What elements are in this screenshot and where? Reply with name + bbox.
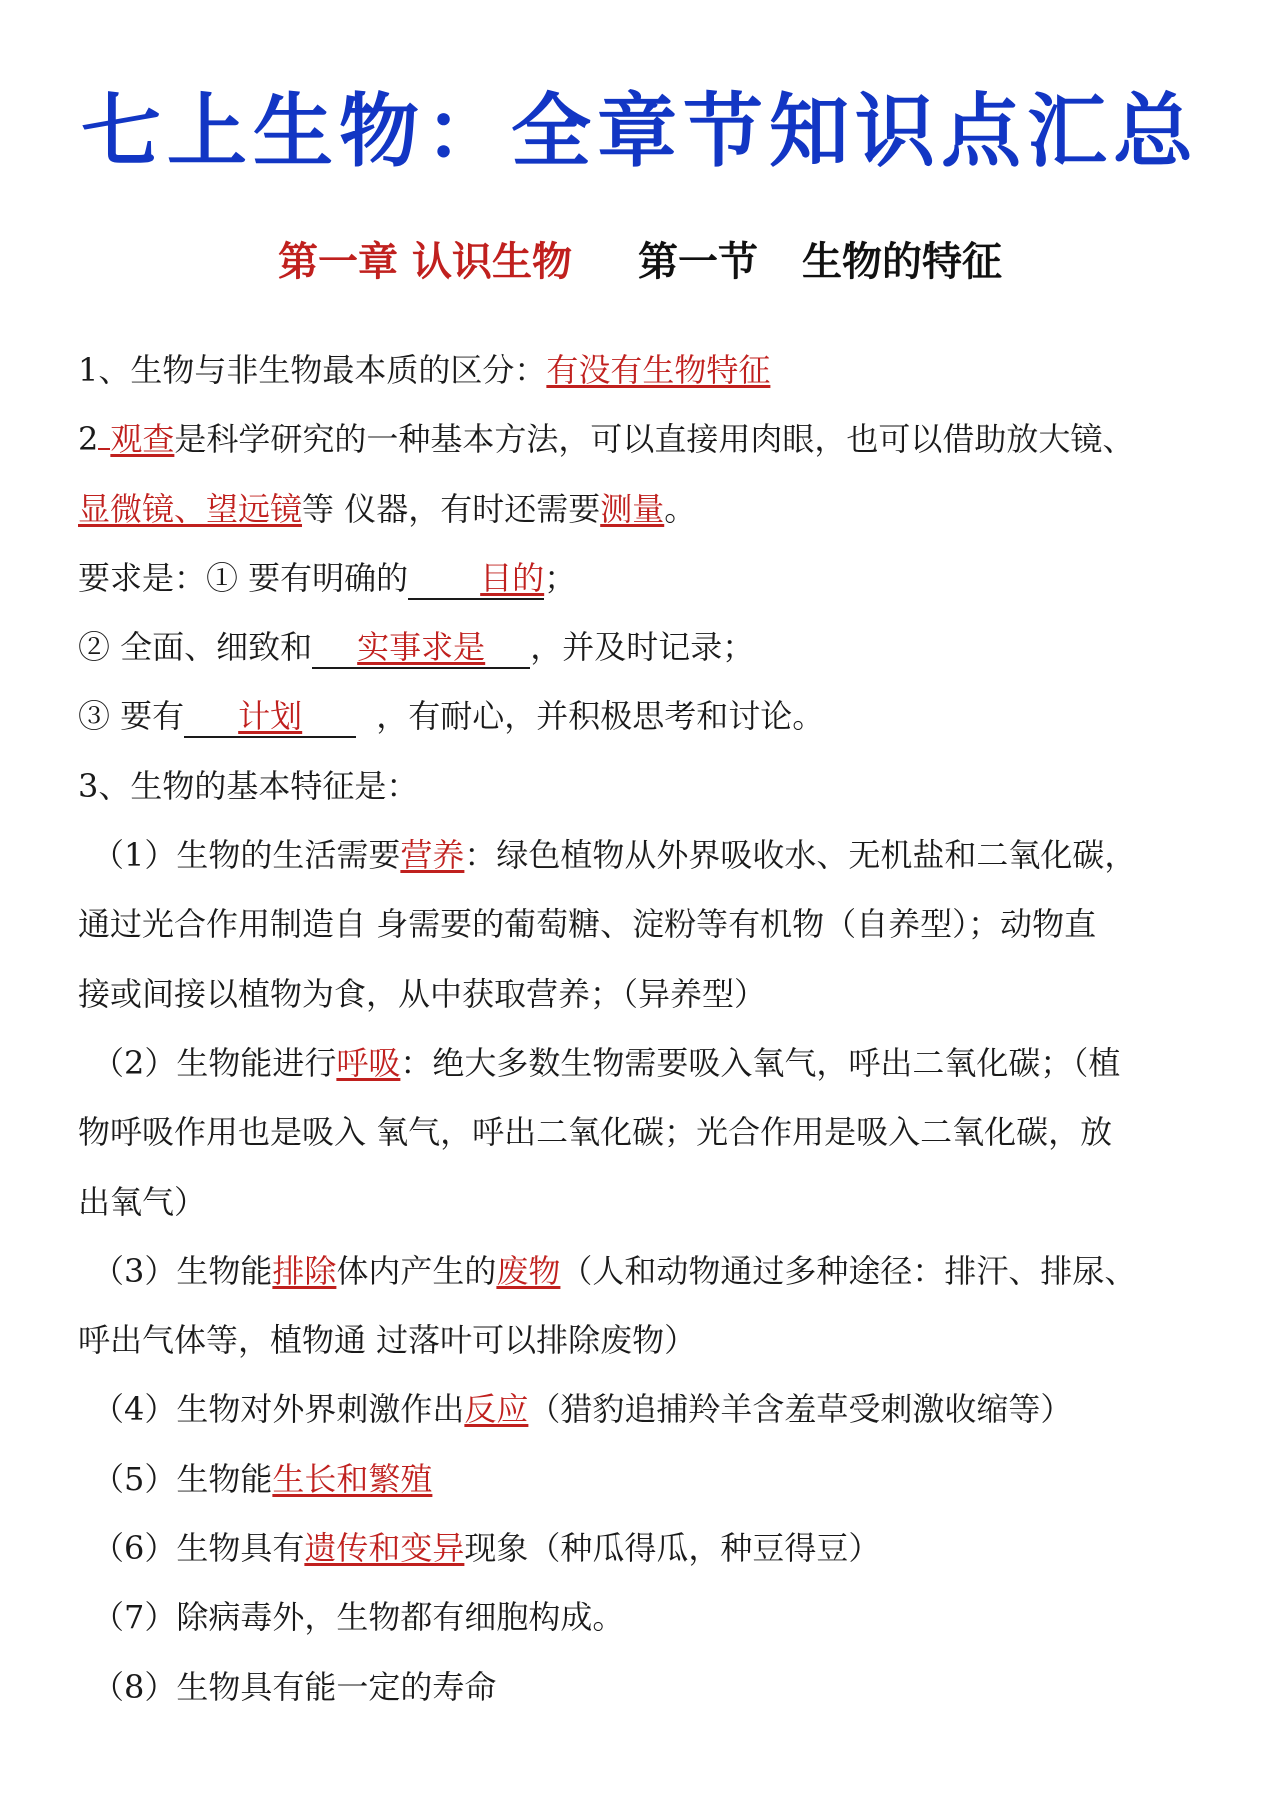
chapter-title: 第一章 认识生物 [278, 238, 572, 285]
point-text: ，有耐心，并积极思考和讨论。 [376, 697, 825, 736]
feature-7 [78, 1583, 1218, 1652]
feature-2 [78, 1029, 1218, 1098]
answer-highlight: 计划 [238, 697, 303, 736]
point-text: ； [544, 558, 577, 597]
point-text: （6）生物具有 [92, 1529, 305, 1568]
feature-8 [78, 1653, 1218, 1722]
point-text: （8）生物具有能一定的寿命 [92, 1667, 497, 1706]
point-3 [78, 752, 1218, 821]
answer-highlight: 废物 [496, 1251, 561, 1290]
requirement-1 [78, 544, 1218, 613]
point-text: ② 全面、细致和 [78, 628, 313, 667]
feature-3 [78, 1237, 1218, 1306]
point-text: 呼出气体等，植物通 过落叶可以排除废物） [78, 1321, 697, 1360]
answer-highlight: 遗传和变异 [304, 1529, 465, 1568]
feature-1-cont [78, 890, 1218, 959]
answer-highlight: 营养 [400, 836, 465, 875]
requirement-2 [78, 613, 1218, 682]
feature-2-cont [78, 1098, 1218, 1167]
underline-gap [98, 448, 110, 450]
point-text: 现象（种瓜得瓜，种豆得豆） [464, 1529, 881, 1568]
point-text: （人和动物通过多种途径：排汗、排尿、 [560, 1251, 1137, 1290]
point-text: 。 [664, 489, 697, 528]
point-text: （3）生物能 [92, 1251, 273, 1290]
point-text: （2）生物能进行 [92, 1043, 337, 1082]
point-2-cont [78, 475, 1218, 544]
answer-highlight: 呼吸 [336, 1043, 401, 1082]
chapter-heading [0, 232, 1280, 292]
feature-5 [78, 1445, 1218, 1514]
answer-highlight: 生长和繁殖 [272, 1459, 433, 1498]
point-text: 物呼吸作用也是吸入 氧气，呼出二氧化碳；光合作用是吸入二氧化碳，放 [78, 1113, 1113, 1152]
feature-6 [78, 1514, 1218, 1583]
point-text: （猎豹追捕羚羊含羞草受刺激收缩等） [528, 1390, 1073, 1429]
answer-highlight: 实事求是 [357, 628, 486, 667]
point-text: 是科学研究的一种基本方法，可以直接用肉眼，也可以借助放大镜、 [174, 420, 1135, 459]
point-text: 2 [78, 420, 99, 459]
point-text: （4）生物对外界刺激作出 [92, 1390, 465, 1429]
answer-highlight: 目的 [480, 558, 545, 597]
feature-3-cont [78, 1306, 1218, 1375]
point-text: （1）生物的生活需要 [92, 836, 401, 875]
point-text: （7）除病毒外，生物都有细胞构成。 [92, 1598, 625, 1637]
fill-blank [312, 627, 530, 669]
point-text: 出氧气） [78, 1182, 207, 1221]
point-text: 接或间接以植物为食，从中获取营养；（异养型） [78, 974, 767, 1013]
feature-2-cont [78, 1168, 1218, 1237]
requirement-3 [78, 682, 1218, 751]
point-text: 要求是：① 要有明确的 [78, 558, 409, 597]
answer-highlight: 排除 [272, 1251, 337, 1290]
point-text: 通过光合作用制造自 身需要的葡萄糖、淀粉等有机物（自养型）；动物直 [78, 905, 1097, 944]
feature-1 [78, 821, 1218, 890]
point-text: ：绝大多数生物需要吸入氧气，呼出二氧化碳；（植 [400, 1043, 1121, 1082]
point-text: 3、生物的基本特征是： [78, 766, 419, 805]
point-text: 等 仪器，有时还需要 [302, 489, 601, 528]
feature-4 [78, 1375, 1218, 1444]
answer-highlight: 测量 [600, 489, 665, 528]
notes-body [78, 336, 1218, 1722]
feature-1-cont [78, 960, 1218, 1029]
fill-blank [408, 558, 544, 600]
page-title: 七上生物：全章节知识点汇总 [81, 85, 1199, 178]
point-2 [78, 405, 1218, 474]
answer-highlight: 显微镜、望远镜 [78, 489, 303, 528]
fill-blank [184, 696, 356, 738]
section-title: 生物的特征 [801, 238, 1002, 285]
answer-highlight: 反应 [464, 1390, 529, 1429]
section-number: 第一节 [637, 238, 758, 285]
point-text: ，并及时记录； [530, 628, 755, 667]
point-text: ③ 要有 [78, 697, 185, 736]
point-text: 1、生物与非生物最本质的区分： [78, 351, 547, 389]
point-text: 体内产生的 [336, 1251, 497, 1290]
point-text: ：绿色植物从外界吸收水、无机盐和二氧化碳， [464, 836, 1137, 875]
point-1 [78, 336, 1218, 405]
point-text: （5）生物能 [92, 1459, 273, 1498]
answer-highlight: 有没有生物特征 [546, 351, 771, 389]
answer-highlight: 观查 [110, 420, 175, 459]
